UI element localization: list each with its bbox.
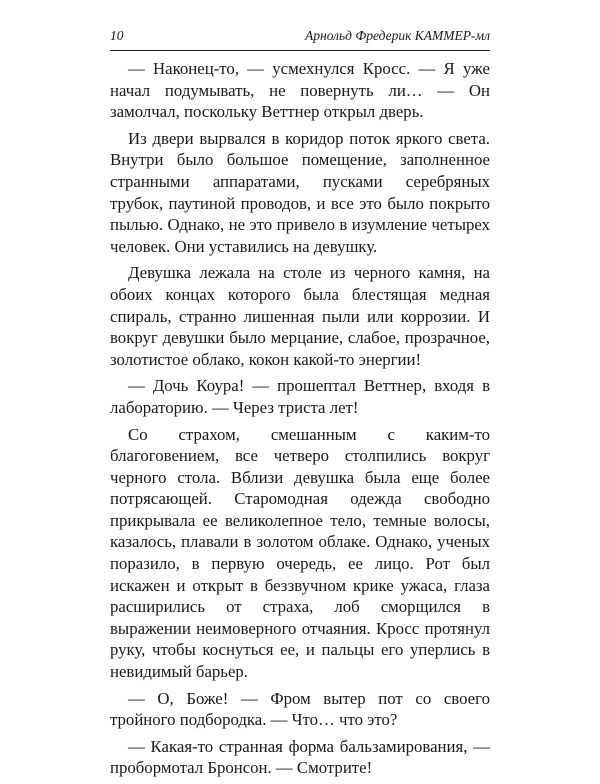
running-header — [110, 24, 490, 51]
paragraph: Со страхом, смешанным с каким-то благоговением, все четверо столпились вокруг черного стола. Вблизи девушка была еще более потрясающей. Старомодная одежда свободно прикрывала ее великолепное тело, темные волосы, казалось, плавали в золотом облаке. Однако, ученых поразило, в первую очередь, ее лицо. Рот был искажен и открыт в беззвучном крике ужаса, глаза расширились от страха, лоб сморщился в выражении неимоверного отчаяния. Кросс протянул руку, чтобы коснуться ее, и пальцы его уперлись в невидимый барьер. — [110, 424, 490, 682]
running-title: Арнольд Фредерик КАММЕР-мл — [305, 28, 490, 43]
body-text — [110, 58, 490, 784]
paragraph: — Дочь Коура! — прошептал Веттнер, входя в лабораторию. — Через триста лет! — [110, 376, 490, 417]
page-number: 10 — [110, 28, 124, 43]
paragraph: — Наконец-то, — усмехнулся Кросс. — Я уже начал подумывать, не повернуть ли… — Он замолчал, поскольку Веттнер открыл дверь. — [110, 59, 490, 122]
paragraph: — О, Боже! — Фром вытер пот со своего тройного подбородка. — Что… что это? — [110, 688, 490, 730]
paragraph: — Какая-то странная форма бальзамирования, — пробормотал Бронсон. — Смотрите! — [110, 736, 490, 778]
paragraph: Девушка лежала на столе из черного камня, на обоих концах которого была блестящая медная спираль, странно лишенная пыли или коррозии. И вокруг девушки было мерцание, слабое, прозрачное, золотистое облако, кокон какой-то энергии! — [110, 263, 490, 369]
paragraph: Из двери вырвался в коридор поток яркого света. Внутри было большое помещение, заполненное странными аппаратами, пусками серебряных трубок, паутиной проводов, и все это было покрыто пылью. Однако, не это привело в изумление четырех человек. Они уставились на девушку. — [110, 128, 490, 256]
